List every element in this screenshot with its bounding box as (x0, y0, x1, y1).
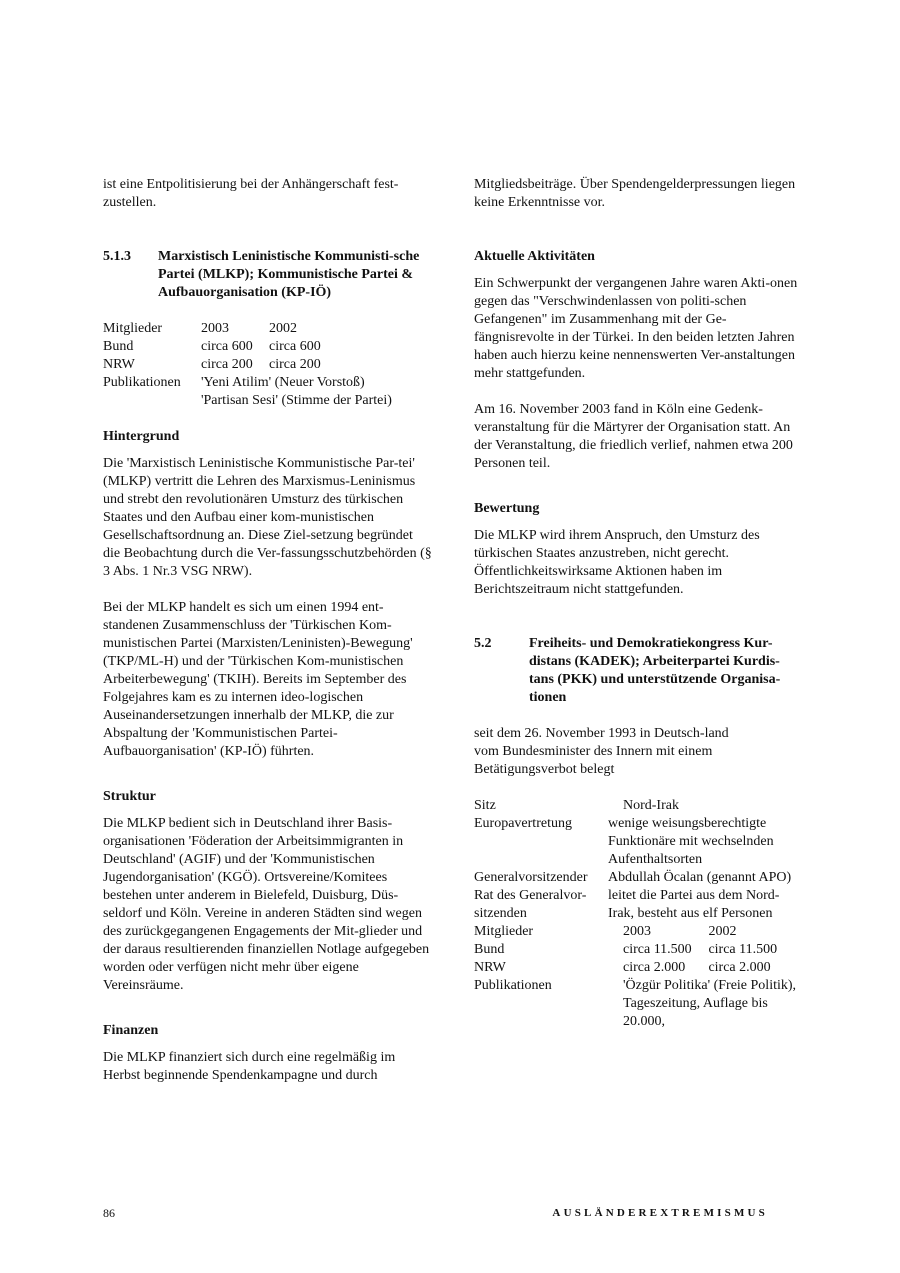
table-cell: Rat des Generalvor-sitzenden (474, 888, 587, 921)
table-cell: Publikationen (474, 978, 552, 993)
running-title: AUSLÄNDEREXTREMISMUS (552, 1207, 768, 1219)
table-row (474, 977, 803, 1031)
left-intro-text: ist eine Entpolitisierung bei der Anhängerschaft fest-zustellen. (103, 177, 399, 210)
table-row (474, 941, 803, 959)
section-heading-5-2 (474, 635, 804, 707)
table-cell: 'Özgür Politika' (Freie Politik), Tageszeitung, Auflage bis 20.000, (623, 978, 797, 1029)
table-cell: NRW (474, 960, 506, 975)
table-cell: 2003 (623, 924, 651, 939)
table-cell: circa 600 (201, 339, 253, 354)
table-cell: NRW (103, 357, 135, 372)
table-cell: Sitz (474, 798, 496, 813)
table-cell: Mitglieder (103, 321, 163, 336)
paragraph: Die MLKP wird ihrem Anspruch, den Umsturz des türkischen Staates anzustreben, nicht gerecht. Öffentlichkeitswirksame Aktionen haben im Berichtszeitraum nicht stattgefunden. (474, 528, 760, 597)
table-cell: Bund (474, 942, 505, 957)
right-intro-text: Mitgliedsbeiträge. Über Spendengelderpressungen liegen keine Erkenntnisse vor. (474, 177, 796, 210)
heading-hintergrund: Hintergrund (103, 429, 180, 444)
table-cell: Nord-Irak (623, 798, 679, 813)
section-title: Freiheits- und Demokratiekongress Kur-distans (KADEK); Arbeiterpartei Kurdis-tans (PKK) und unterstützende Organisa-tionen (529, 636, 781, 705)
mlkp-facts-table (103, 320, 392, 410)
table-cell: circa 200 (201, 357, 253, 372)
table-cell: 2002 (269, 321, 297, 336)
heading-aktuelle-aktivitaeten: Aktuelle Aktivitäten (474, 249, 595, 264)
paragraph: Die MLKP bedient sich in Deutschland ihrer Basis-organisationen 'Föderation der Arbeitsimmigranten in Deutschland' (AGIF) und der 'Kommunistischen Jugendorganisation' (KGÖ). Ortsvereine/Komitees bestehen unter anderem in Bielefeld, Duisburg, Düs-seldorf und Köln. Vereine in anderen Städten sind wegen des zurückgegangenen Engagements der Mit-glieder und der daraus resultierenden finanziellen Notlage aufgegeben worden oder verfügen nicht mehr über eigene Vereinsräume. (103, 816, 430, 993)
table-cell: circa 2.000 (623, 960, 686, 975)
section-title: Marxistisch Leninistische Kommunisti-sche Partei (MLKP); Kommunistische Partei & Aufbauorganisation (KP-IÖ) (158, 249, 420, 300)
table-header-row (474, 923, 803, 941)
heading-struktur: Struktur (103, 789, 156, 804)
table-cell (201, 374, 392, 410)
table-row (103, 374, 392, 410)
table-cell: 2002 (708, 924, 737, 939)
heading-finanzen: Finanzen (103, 1023, 159, 1038)
publication-entry: 'Partisan Sesi' (Stimme der Partei) (201, 393, 392, 408)
paragraph: Die 'Marxistisch Leninistische Kommunistische Par-tei' (MLKP) vertritt die Lehren des Marxismus-Leninismus und strebt den revolutionären Umsturz des türkischen Staates und den Aufbau einer kom-munistischen Gesellschaftsordnung an. Diese Ziel-setzung begründet die Beobachtung durch die Ver-fassungsschutzbehörden (§ 3 Abs. 1 Nr.3 VSG NRW). (103, 456, 432, 579)
table-row (474, 959, 803, 977)
heading-bewertung: Bewertung (474, 501, 540, 516)
page-number: 86 (103, 1206, 115, 1220)
table-header-row (103, 320, 392, 338)
table-cell: circa 200 (269, 357, 321, 372)
table-cell: wenige weisungsberechtigte Funktionäre mit wechselnden Aufenthaltsorten (608, 816, 774, 867)
table-row (474, 887, 803, 923)
ban-note: seit dem 26. November 1993 in Deutsch-land vom Bundesminister des Innern mit einem Betätigungsverbot belegt (474, 726, 729, 777)
paragraph: Am 16. November 2003 fand in Köln eine Gedenk-veranstaltung für die Märtyrer der Organisation statt. An der Veranstaltung, die friedlich verlief, nahmen etwa 200 Personen teil. (474, 402, 793, 471)
paragraph: Bei der MLKP handelt es sich um einen 1994 ent-standenen Zusammenschluss der 'Türkischen Kom-munistischen Partei (Marxisten/Leninisten)-Bewegung' (TKP/ML-H) und der 'Türkischen Kom-munistischen Arbeiterbewegung' (TKIH). Bereits im September des Folgejahres kam es zu internen ideo-logischen Auseinandersetzungen innerhalb der MLKP, die zur Abspaltung der 'Kommunistischen Partei-Aufbauorganisation' (KP-IÖ) führten. (103, 600, 413, 759)
section-number: 5.2 (474, 636, 492, 651)
table-row (103, 338, 392, 356)
table-row (474, 869, 803, 887)
publication-entry: 'Yeni Atilim' (Neuer Vorstoß) (201, 375, 365, 390)
table-row (103, 356, 392, 374)
paragraph: Die MLKP finanziert sich durch eine regelmäßig im Herbst beginnende Spendenkampagne und durch (103, 1050, 396, 1083)
table-cell: Mitglieder (474, 924, 534, 939)
table-row (474, 797, 803, 815)
table-cell: circa 600 (269, 339, 321, 354)
pkk-facts-table (474, 797, 803, 1031)
right-column (474, 176, 804, 1031)
table-cell: circa 2.000 (708, 960, 771, 975)
section-number: 5.1.3 (103, 249, 131, 264)
left-column (103, 176, 433, 1085)
table-cell: Europavertretung (474, 816, 572, 831)
table-cell: Publikationen (103, 375, 181, 390)
table-cell: Generalvorsitzender (474, 870, 588, 885)
table-cell: Abdullah Öcalan (genannt APO) (608, 870, 792, 885)
table-cell: circa 11.500 (708, 942, 778, 957)
section-heading-5-1-3 (103, 248, 433, 302)
table-row (474, 815, 803, 869)
paragraph: Ein Schwerpunkt der vergangenen Jahre waren Akti-onen gegen das "Verschwindenlassen von politi-schen Gefangenen" im Zusammenhang mit der Ge-fängnisrevolte in der Türkei. In den beiden letzten Jahren haben auch hierzu keine nennenswerten Ver-anstaltungen mehr stattgefunden. (474, 276, 798, 381)
table-cell: 2003 (201, 321, 229, 336)
table-cell: Bund (103, 339, 134, 354)
table-cell: leitet die Partei aus dem Nord-Irak, besteht aus elf Personen (608, 888, 780, 921)
table-cell: circa 11.500 (623, 942, 692, 957)
